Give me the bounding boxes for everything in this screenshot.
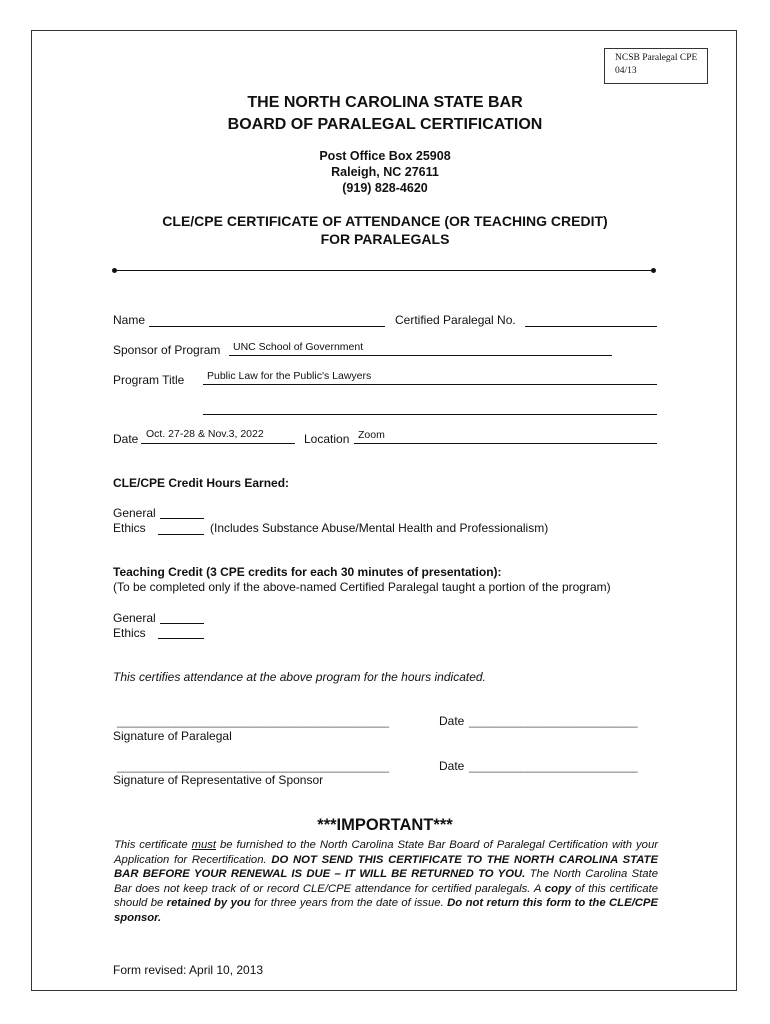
name-label: Name (113, 313, 146, 327)
form-code: NCSB Paralegal CPE (615, 53, 698, 63)
org-title: THE NORTH CAROLINA STATE BAR (247, 94, 523, 111)
address-phone: (919) 828-4620 (342, 181, 428, 195)
teaching-general-label: General (113, 611, 156, 625)
important-notice: This certificate must be furnished to the North Carolina State Bar Board of Paralegal Certification with your Application for Recertification. DO NOT SEND THIS CERTIFICATE TO THE NORTH CAROLINA STATE BAR BEFORE YOUR RENEWAL IS DUE – IT WILL BE RETURNED TO YOU. The North Carolina State Bar does not keep track of or record CLE/CPE attendance for certified paralegals. A copy of this certificate should be retained by you for three years from the date of issue. Do not return this form to the CLE/CPE sponsor. (114, 839, 658, 924)
rule-right-dot (651, 268, 656, 273)
teaching-general-field[interactable] (160, 623, 204, 624)
sponsor-signature-line[interactable]: __________________________________________ (117, 759, 389, 773)
cert-no-label: Certified Paralegal No. (395, 313, 516, 327)
program-title-field[interactable] (203, 384, 657, 385)
teaching-credit-heading: Teaching Credit (3 CPE credits for each 30 minutes of presentation): (113, 565, 502, 579)
date-value: Oct. 27-28 & Nov.3, 2022 (146, 428, 264, 440)
paralegal-date-line[interactable]: __________________________ (469, 714, 638, 728)
credit-general-field[interactable] (160, 518, 204, 519)
form-revised-date: Form revised: April 10, 2013 (113, 963, 264, 977)
important-heading: ***IMPORTANT*** (317, 816, 453, 834)
credit-ethics-label: Ethics (113, 521, 146, 535)
form-title: CLE/CPE CERTIFICATE OF ATTENDANCE (OR TEACHING CREDIT) (162, 213, 608, 229)
address-city: Raleigh, NC 27611 (331, 165, 439, 179)
credit-general-label: General (113, 506, 156, 520)
paralegal-signature-line[interactable]: __________________________________________ (117, 714, 389, 728)
teaching-credit-note: (To be completed only if the above-named Certified Paralegal taught a portion of the program) (113, 580, 611, 594)
credit-ethics-field[interactable] (158, 534, 204, 535)
program-title-label: Program Title (113, 373, 185, 387)
paralegal-signature-label: Signature of Paralegal (113, 729, 232, 743)
teaching-ethics-field[interactable] (158, 638, 204, 639)
paralegal-date-label: Date (439, 714, 465, 728)
name-field[interactable] (149, 326, 385, 327)
certify-statement: This certifies attendance at the above program for the hours indicated. (113, 670, 486, 684)
board-title: BOARD OF PARALEGAL CERTIFICATION (227, 116, 543, 133)
address-po-box: Post Office Box 25908 (319, 149, 451, 163)
sponsor-label: Sponsor of Program (113, 343, 221, 357)
cert-no-field[interactable] (525, 326, 657, 327)
location-label: Location (304, 432, 350, 446)
program-title-field-line2[interactable] (203, 414, 657, 415)
form-subtitle: FOR PARALEGALS (320, 231, 450, 247)
teaching-ethics-label: Ethics (113, 626, 146, 640)
sponsor-date-label: Date (439, 759, 465, 773)
sponsor-field[interactable] (229, 355, 612, 356)
credit-ethics-note: (Includes Substance Abuse/Mental Health and Professionalism) (210, 521, 549, 535)
header-divider (116, 270, 654, 271)
credit-hours-heading: CLE/CPE Credit Hours Earned: (113, 476, 290, 490)
date-field[interactable] (141, 443, 295, 444)
date-label: Date (113, 432, 139, 446)
location-field[interactable] (354, 443, 657, 444)
form-code-box (604, 48, 708, 84)
sponsor-signature-label: Signature of Representative of Sponsor (113, 773, 324, 787)
sponsor-date-line[interactable]: __________________________ (469, 759, 638, 773)
program-title-value: Public Law for the Public's Lawyers (207, 370, 372, 382)
form-version: 04/13 (615, 66, 637, 76)
sponsor-value: UNC School of Government (233, 341, 364, 353)
location-value: Zoom (358, 429, 385, 441)
